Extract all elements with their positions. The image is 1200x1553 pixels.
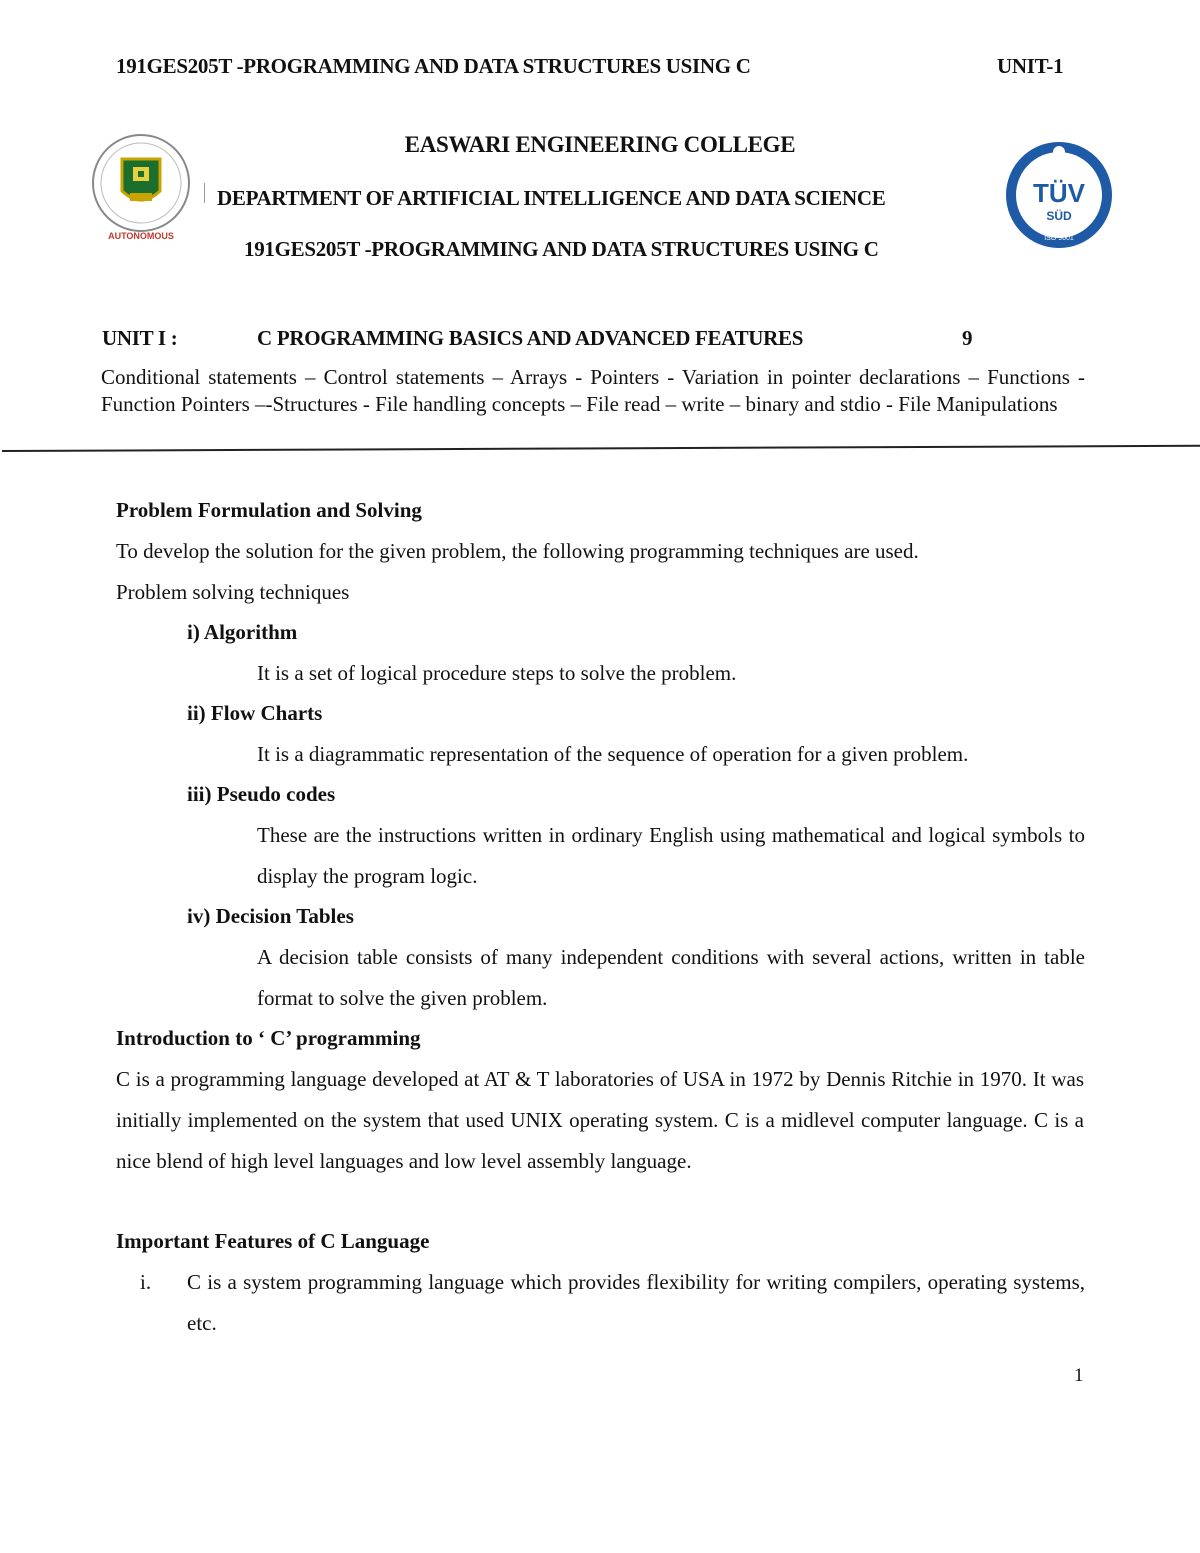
college-name: EASWARI ENGINEERING COLLEGE [404, 132, 796, 157]
technique-desc: A decision table consists of many independent conditions with several actions, written in table format to solve the given problem. [257, 945, 1085, 1010]
intro-c-paragraph: C is a programming language developed at AT & T laboratories of USA in 1972 by Dennis Ritchie in 1970. It was initially implemented on the system that used UNIX operating system. C is a midlevel computer language. C is a nice blend of high level languages and low level assembly language. [116, 1067, 1084, 1173]
running-header-course: 191GES205T -PROGRAMMING AND DATA STRUCTURES USING C [116, 54, 751, 78]
unit-label: UNIT I : [102, 326, 178, 350]
unit-syllabus: Conditional statements – Control statements – Arrays - Pointers - Variation in pointer declarations – Functions - Function Pointers –-Structures - File handling concepts – File read – write – binary and stdio - File Manipulations [101, 365, 1085, 416]
technique-title: ii) Flow Charts [187, 701, 323, 725]
technique-title: iv) Decision Tables [187, 904, 354, 928]
course-title: 191GES205T -PROGRAMMING AND DATA STRUCTURES USING C [244, 237, 879, 261]
feature-text: C is a system programming language which provides flexibility for writing compilers, operating systems, etc. [187, 1270, 1085, 1335]
unit-title: C PROGRAMMING BASICS AND ADVANCED FEATURES [257, 326, 804, 350]
technique-desc: These are the instructions written in ordinary English using mathematical and logical symbols to display the program logic. [257, 823, 1085, 888]
tuv-sub-text: SÜD [1046, 209, 1072, 223]
department-name: DEPARTMENT OF ARTIFICIAL INTELLIGENCE AND DATA SCIENCE [217, 186, 886, 210]
section-intro: To develop the solution for the given problem, the following programming techniques are used. [116, 539, 919, 563]
technique-desc: It is a set of logical procedure steps to solve the problem. [257, 661, 737, 685]
tuv-brand-text: TÜV [1033, 178, 1085, 208]
tuv-iso-text: ISO 9001 [1044, 235, 1074, 242]
feature-number: i. [140, 1270, 152, 1294]
technique-title: iii) Pseudo codes [187, 782, 336, 806]
section-heading-intro-c: Introduction to ‘ C’ programming [116, 1026, 421, 1050]
logo-divider [204, 183, 205, 203]
college-emblem-caption: AUTONOMOUS [108, 231, 174, 241]
technique-title: i) Algorithm [187, 620, 298, 644]
section-heading-features: Important Features of C Language [116, 1229, 430, 1253]
section-sub: Problem solving techniques [116, 580, 350, 604]
section-heading-problem-formulation: Problem Formulation and Solving [116, 498, 422, 522]
unit-hours: 9 [962, 326, 973, 350]
page-number: 1 [1074, 1365, 1084, 1386]
technique-desc: It is a diagrammatic representation of the sequence of operation for a given problem. [257, 742, 969, 766]
running-header-unit: UNIT-1 [997, 54, 1064, 78]
header-divider [2, 445, 1200, 452]
